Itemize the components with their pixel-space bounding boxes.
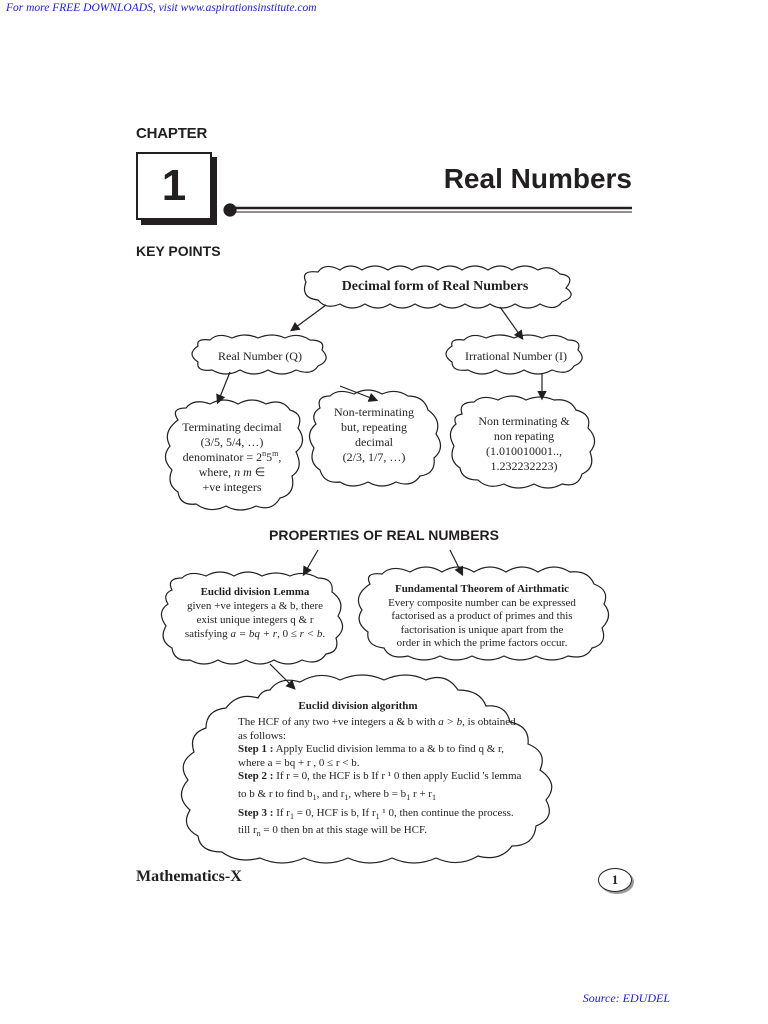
- step3-label: Step 3 :: [238, 806, 274, 819]
- intro1-a: The HCF of any two +ve integers a & b with: [238, 716, 439, 728]
- euclid-lemma-text: [172, 585, 338, 641]
- step3-cont-a: till r: [238, 824, 257, 837]
- rational-label: Real Number (Q): [218, 349, 302, 363]
- repeating-line2: but, repeating: [341, 420, 407, 434]
- properties-heading: PROPERTIES OF REAL NUMBERS: [269, 527, 499, 543]
- euclid-lemma-line1: given +ve integers a & b, there: [186, 600, 324, 612]
- step2-sub1: 1: [312, 793, 317, 803]
- element-of: ∈: [251, 465, 266, 479]
- download-notice-link[interactable]: For more FREE DOWNLOADS, visit www.aspirationsinstitute.com: [6, 2, 317, 14]
- step2-cont-a: to b & r to find b: [238, 787, 313, 800]
- non-repeating-line1: Non terminating &: [478, 414, 570, 428]
- step1-label: Step 1 :: [238, 743, 274, 756]
- algorithm-step1-cont: where a = bq + r , 0 ≤ r < b.: [238, 756, 360, 769]
- algorithm-step2: [238, 770, 538, 784]
- vars-nm: n m: [234, 465, 252, 479]
- step3-cont-b: = 0 then bn at this stage will be HCF.: [260, 824, 427, 837]
- step3-b: = 0, HCF is b, If r: [293, 806, 376, 819]
- euclid-algorithm-body: [238, 716, 538, 838]
- algorithm-step3-cont: [238, 824, 538, 838]
- satisfying-text: satisfying: [184, 628, 231, 640]
- step2-sub3: 1: [406, 793, 411, 803]
- step2-cont-b: , and r: [316, 787, 345, 800]
- step2-text: If r = 0, the HCF is b If r ¹ 0 then apply Euclid 's lemma: [273, 770, 522, 783]
- algorithm-step1: [238, 743, 538, 757]
- denominator-prefix: denominator = 2: [182, 450, 263, 464]
- algorithm-step3: [238, 807, 538, 821]
- irrational-label: Irrational Number (I): [465, 349, 567, 363]
- step2-cont-c: , where b = b: [348, 787, 407, 800]
- step2-cont-d: r + r: [410, 787, 432, 800]
- root-label: Decimal form of Real Numbers: [341, 279, 529, 294]
- euclid-algorithm-title: Euclid division algorithm: [298, 700, 418, 712]
- chapter-number: 1: [161, 161, 187, 210]
- algorithm-intro2: as follows:: [238, 729, 286, 742]
- intro1-b: , is obtained: [462, 716, 516, 728]
- step3-c: ¹ 0, then continue the process.: [379, 806, 514, 819]
- fundamental-theorem-line1: Every composite number can be expressed: [388, 596, 576, 609]
- lemma-equation: a = bq + r: [230, 628, 278, 640]
- algorithm-step2-cont: [238, 788, 538, 802]
- euclid-lemma-line3: [172, 627, 338, 641]
- arrow-to-terminating: [218, 372, 230, 402]
- title-rule-dot: [224, 204, 236, 216]
- euclid-lemma-line2: exist unique integers q & r: [196, 614, 314, 626]
- arrow-to-irrational: [500, 307, 522, 338]
- fundamental-theorem-text: [366, 583, 598, 651]
- lemma-bound: , 0 ≤: [277, 628, 300, 640]
- terminating-line2: (3/5, 5/4, …): [200, 435, 264, 449]
- step1-text: Apply Euclid division lemma to a & b to find q & r,: [273, 743, 504, 756]
- terminating-text: [172, 420, 292, 495]
- lemma-inequality: r < b: [299, 628, 323, 640]
- repeating-line3: decimal: [355, 435, 393, 449]
- step2-label: Step 2 :: [238, 770, 274, 783]
- non-repeating-text: [462, 414, 586, 474]
- exp-m: m: [272, 449, 279, 458]
- step2-sub4: 1: [431, 793, 436, 803]
- denominator-suffix: ,: [278, 450, 282, 464]
- lemma-period: .: [322, 628, 326, 640]
- page-number: [598, 868, 632, 892]
- where-text: where,: [198, 465, 235, 479]
- fundamental-theorem-line2: factorised as a product of primes and this: [391, 610, 573, 622]
- terminating-line5: +ve integers: [202, 480, 262, 494]
- step3-sub1: 1: [289, 811, 294, 821]
- step3-sub2: 1: [375, 811, 380, 821]
- non-repeating-line4: 1.232232223): [490, 459, 558, 473]
- repeating-line4: (2/3, 1/7, …): [342, 450, 406, 464]
- non-repeating-line2: non repating: [493, 429, 555, 443]
- intro1-cond: a > b: [438, 716, 463, 728]
- exp-n: n: [262, 449, 267, 458]
- denominator-five: 5: [266, 450, 273, 464]
- arrow-to-lemma: [304, 550, 318, 574]
- step3-cont-sub: n: [256, 829, 261, 839]
- chapter-label: CHAPTER: [136, 125, 208, 142]
- non-repeating-line3: (1.010010001..,: [486, 444, 562, 458]
- chapter-title: Real Numbers: [443, 163, 632, 194]
- arrow-to-rational: [292, 305, 326, 330]
- terminating-line4: [172, 465, 292, 480]
- repeating-text: [318, 405, 430, 465]
- page-number-value: 1: [611, 872, 619, 887]
- key-points-heading: KEY POINTS: [136, 243, 221, 259]
- source-credit: Source: EDUDEL: [582, 991, 670, 1005]
- algorithm-intro1: [238, 716, 538, 730]
- step2-sub2: 1: [344, 793, 349, 803]
- fundamental-theorem-title: Fundamental Theorem of Airthmatic: [394, 583, 570, 595]
- step3-a: If r: [273, 806, 290, 819]
- footer-subject: Mathematics-X: [136, 868, 242, 885]
- terminating-line3: [172, 450, 292, 465]
- repeating-line1: Non-terminating: [334, 405, 414, 419]
- fundamental-theorem-line3: factorisation is unique apart from the: [400, 623, 564, 636]
- fundamental-theorem-line4: order in which the prime factors occur.: [396, 637, 568, 649]
- euclid-lemma-title: Euclid division Lemma: [200, 586, 310, 598]
- terminating-line1: Terminating decimal: [182, 420, 282, 434]
